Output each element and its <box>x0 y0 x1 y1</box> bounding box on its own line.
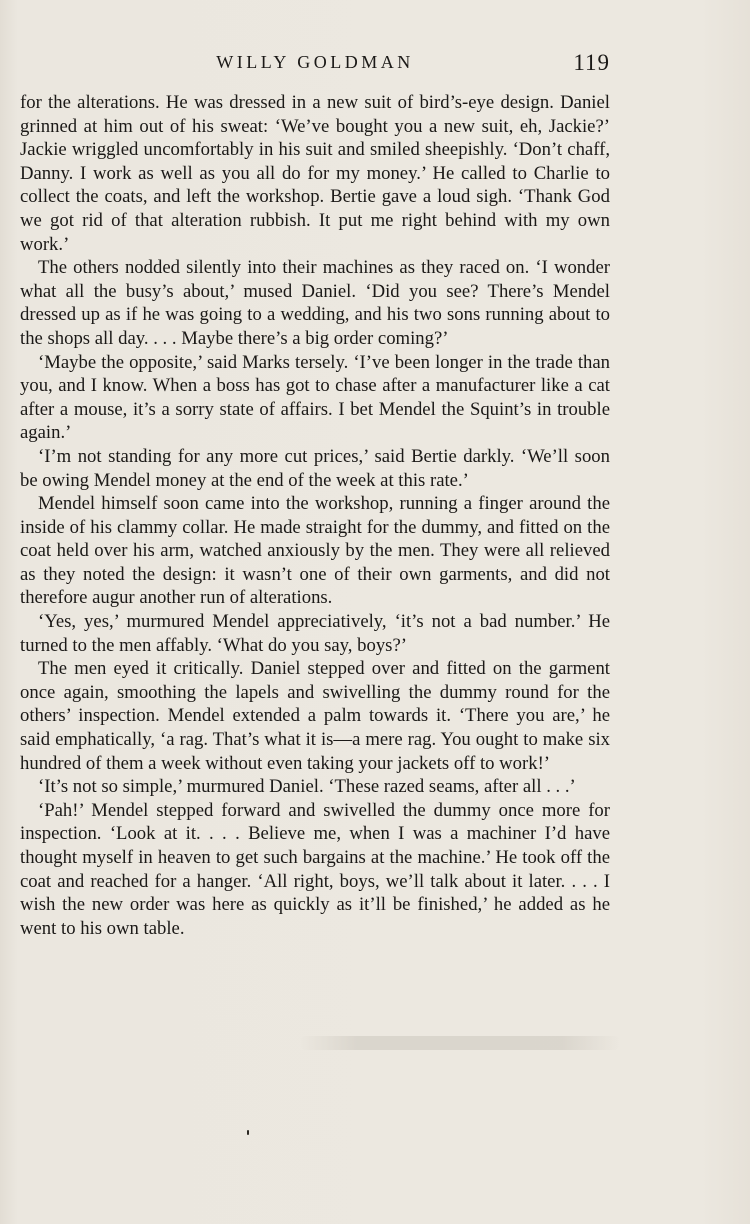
paragraph: ‘Yes, yes,’ murmured Mendel appreciatively, ‘it’s not a bad number.’ He turned to the men affably. ‘What do you say, boys?’ <box>20 611 610 656</box>
running-head: WILLY GOLDMAN <box>216 52 414 72</box>
paper-speck <box>247 1130 249 1135</box>
paragraph: ‘Pah!’ Mendel stepped forward and swivelled the dummy once more for inspection. ‘Look at it. . . . Believe me, when I was a machiner I’d have thought myself in heaven to get such bargains at the machine.’ He took off the coat and reached for a hanger. ‘All right, boys, we’ll talk about it later. . . . I wish the new order was here as quickly as it’ll be finished,’ he added as he went to his own table. <box>20 799 610 939</box>
paragraph: for the alterations. He was dressed in a new suit of bird’s-eye design. Daniel grinned at him out of his sweat: ‘We’ve bought you a new suit, eh, Jackie?’ Jackie wriggled uncomfortably in his suit and smiled sheepishly. ‘Don’t chaff, Danny. I work as well as you all do for my money.’ He called to Charlie to collect the coats, and left the workshop. Bertie gave a loud sigh. ‘Thank God we got rid of that alteration rubbish. It put me right behind with my own work.’ <box>20 92 610 255</box>
paragraph: Mendel himself soon came into the workshop, running a finger around the inside of his clammy collar. He made straight for the dummy, and fitted on the coat held over his arm, watched anxiously by the men. They were all relieved as they noted the design: it wasn’t one of their own garments, and did not therefore augur another run of alterations. <box>20 493 610 609</box>
paragraph: ‘I’m not standing for any more cut prices,’ said Bertie darkly. ‘We’ll soon be owing Mendel money at the end of the week at this rate.’ <box>20 445 610 491</box>
show-through-text <box>300 1036 620 1050</box>
body-text <box>20 91 610 940</box>
page-number: 119 <box>573 50 610 75</box>
paragraph: The others nodded silently into their machines as they raced on. ‘I wonder what all the busy’s about,’ mused Daniel. ‘Did you see? There’s Mendel dressed up as if he was going to a wedding, and his two sons running about to the shops all day. . . . Maybe there’s a big order coming?’ <box>20 257 610 349</box>
page-header <box>20 52 610 82</box>
paragraph: ‘Maybe the opposite,’ said Marks tersely. ‘I’ve been longer in the trade than you, and I know. When a boss has got to chase after a manufacturer like a cat after a mouse, it’s a sorry state of affairs. I bet Mendel the Squint’s in trouble again.’ <box>20 351 610 444</box>
paragraph: ‘It’s not so simple,’ murmured Daniel. ‘These razed seams, after all . . .’ <box>38 776 576 798</box>
paragraph: The men eyed it critically. Daniel stepped over and fitted on the garment once again, smoothing the lapels and swivelling the dummy round for the others’ inspection. Mendel extended a palm towards it. ‘There you are,’ he said emphatically, ‘a rag. That’s what it is—a mere rag. You ought to make six hundred of them a week without even taking your jackets off to work!’ <box>20 658 610 774</box>
